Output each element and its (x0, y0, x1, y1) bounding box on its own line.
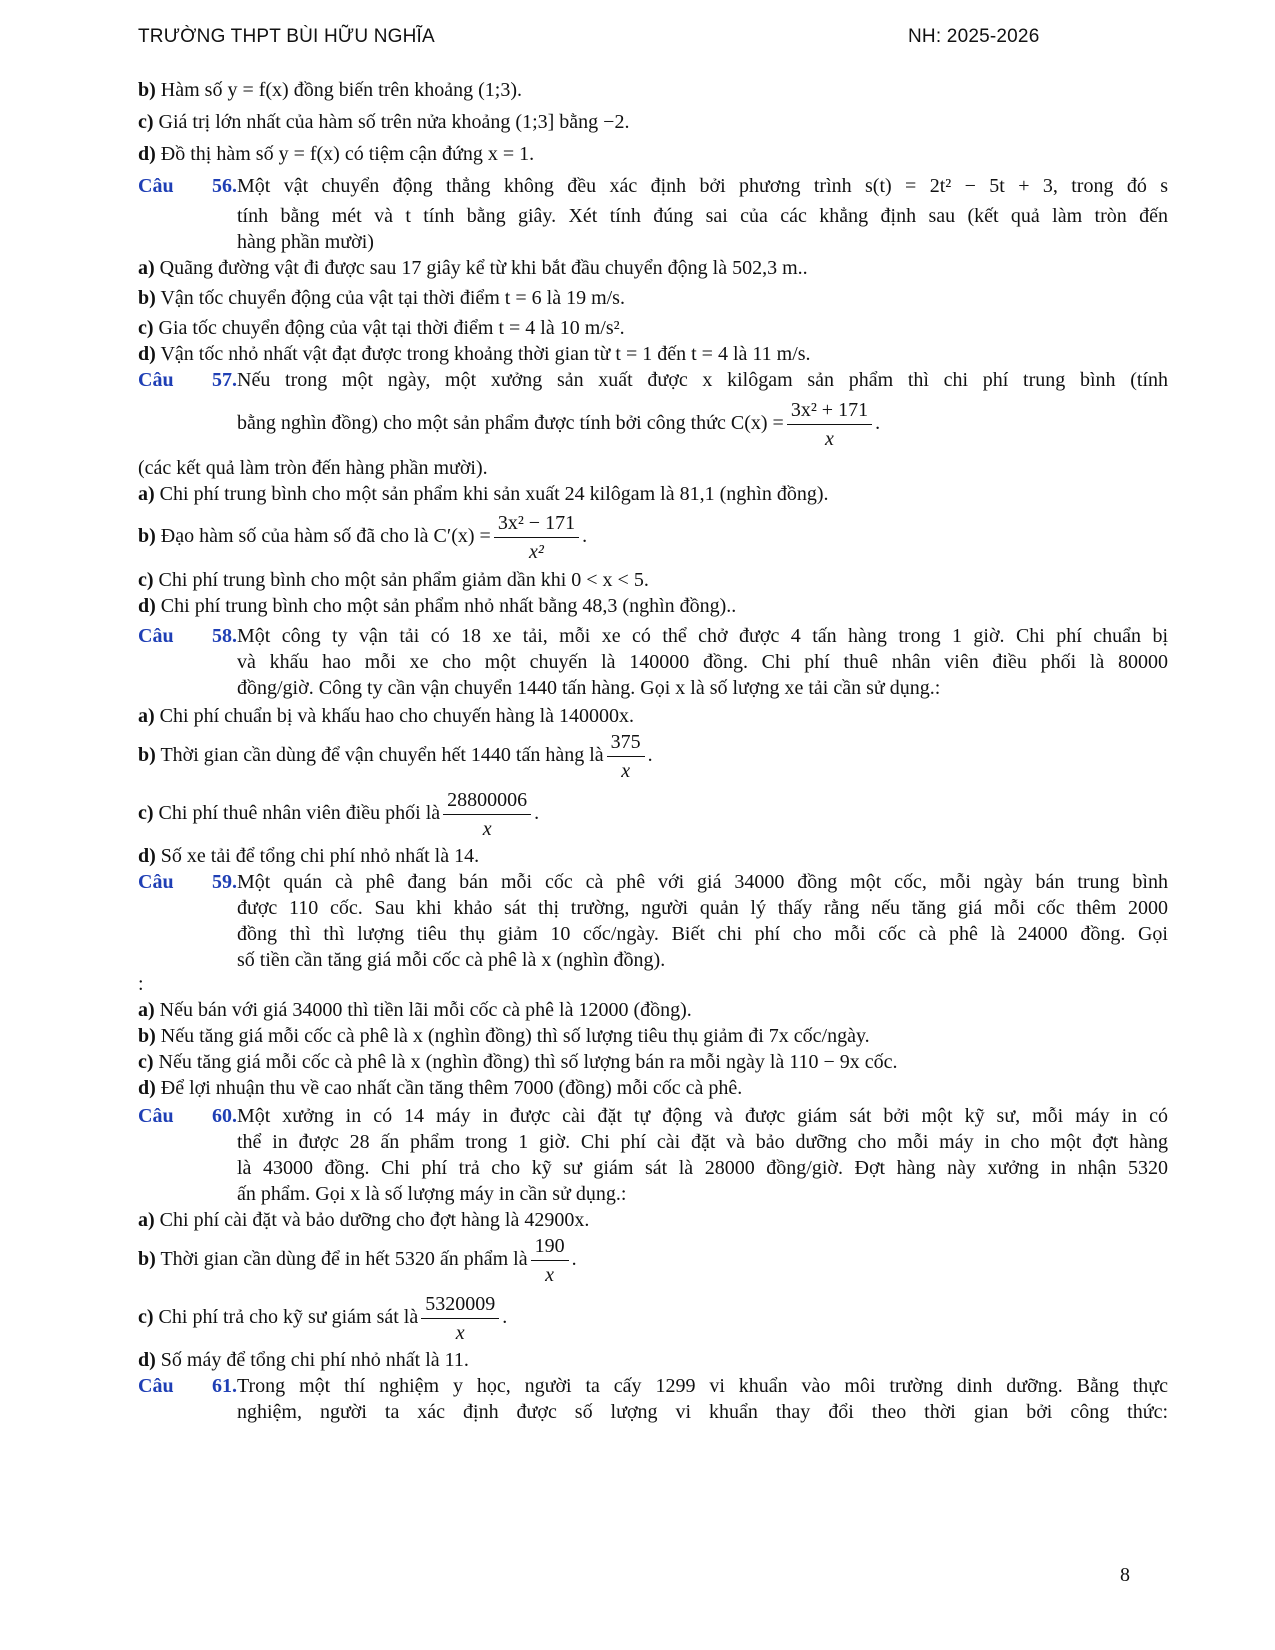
q59-stem-line3: đồng thì thì lượng tiêu thụ giảm 10 cốc/ngày. Biết chi phí cho mỗi cốc cà phê là 24000 đồng. Gọi (237, 923, 1168, 945)
q59-option-c: c) Nếu tăng giá mỗi cốc cà phê là x (nghìn đồng) thì số lượng bán ra mỗi ngày là 110 − 9x cốc. (138, 1051, 898, 1073)
q56-stem-line3: hàng phần mười) (237, 231, 374, 253)
q60-option-a: a) Chi phí cài đặt và bảo dưỡng cho đợt hàng là 42900x. (138, 1209, 590, 1231)
q58-stem-line1: Câu 58.Một công ty vận tải có 18 xe tải, mỗi xe có thể chở được 4 tấn hàng trong 1 giờ. Chi phí chuẩn bị (138, 625, 1168, 647)
q57-derivative-fraction: $\frac{\text{3x² − 171}}{\text{x²}}$ (494, 511, 579, 564)
q60-time-fraction: $\frac{190}{x}$ (531, 1234, 569, 1287)
q58-stem-line3: đồng/giờ. Công ty cần vận chuyển 1440 tấn hàng. Gọi x là số lượng xe tải cần sử dụng.: (237, 677, 941, 699)
q60-label: Câu 60. (138, 1105, 237, 1127)
page-number: 8 (1120, 1564, 1130, 1586)
q58-option-c: c) Chi phí thuê nhân viên điều phối là $\frac{28800006}{x}$ . (138, 789, 540, 840)
q60-option-c: c) Chi phí trả cho kỹ sư giám sát là $\frac{5320009}{x}$ . (138, 1293, 508, 1344)
q58-cost-fraction: $\frac{28800006}{x}$ (443, 788, 531, 841)
q61-stem-line2: nghiệm, người ta xác định được số lượng vi khuẩn thay đổi theo thời gian bởi công thức: (237, 1401, 1168, 1423)
q57-stem-line3: (các kết quả làm tròn đến hàng phần mười). (138, 457, 488, 479)
prev-option-b: b) Hàm số y = f(x) đồng biến trên khoảng (1;3). (138, 79, 522, 101)
q59-option-d: d) Để lợi nhuận thu về cao nhất cần tăng thêm 7000 (đồng) mỗi cốc cà phê. (138, 1077, 743, 1099)
q60-option-d: d) Số máy để tổng chi phí nhỏ nhất là 11. (138, 1349, 469, 1371)
q60-stem-line1: Câu 60.Một xưởng in có 14 máy in được cài đặt tự động và được giám sát bởi một kỹ sư, mỗi máy in có (138, 1105, 1168, 1127)
q58-time-fraction: $\frac{375}{x}$ (607, 730, 645, 783)
q60-stem-line2: thể in được 28 ấn phẩm trong 1 giờ. Chi phí cài đặt và bảo dưỡng cho mỗi máy in cho một đợt hàng (237, 1131, 1168, 1153)
q59-stem-line4: số tiền cần tăng giá mỗi cốc cà phê là x (nghìn đồng). (237, 949, 666, 971)
school-name: TRƯỜNG THPT BÙI HỮU NGHĨA (138, 26, 435, 47)
q59-colon: : (138, 973, 144, 995)
q56-option-c: c) Gia tốc chuyển động của vật tại thời điểm t = 4 là 10 m/s². (138, 317, 625, 339)
q58-option-b: b) Thời gian cần dùng để vận chuyển hết 1440 tấn hàng là $\frac{375}{x}$ . (138, 731, 653, 782)
q56-label: Câu 56. (138, 175, 237, 197)
q57-option-c: c) Chi phí trung bình cho một sản phẩm giảm dần khi 0 < x < 5. (138, 569, 649, 591)
q56-stem-line1: Câu 56.Một vật chuyển động thẳng không đều xác định bởi phương trình s(t) = 2t² − 5t + 3, trong đó s (138, 175, 1168, 197)
q57-label: Câu 57. (138, 369, 237, 391)
q57-cost-fraction: $\frac{\text{3x² + 171}}{x}$ (787, 398, 872, 451)
q58-stem-line2: và khấu hao mỗi xe cho một chuyến là 140000 đồng. Chi phí thuê nhân viên điều phối là 80000 (237, 651, 1168, 673)
q59-stem-line1: Câu 59.Một quán cà phê đang bán mỗi cốc cà phê với giá 34000 đồng một cốc, mỗi ngày bán trung bình (138, 871, 1168, 893)
q57-option-b: b) Đạo hàm số của hàm số đã cho là C′(x) = $\frac{\text{3x² − 171}}{\text{x²}}$ . (138, 512, 588, 563)
q59-label: Câu 59. (138, 871, 237, 893)
q60-option-b: b) Thời gian cần dùng để in hết 5320 ấn phẩm là $\frac{190}{x}$ . (138, 1235, 577, 1286)
prev-option-c: c) Giá trị lớn nhất của hàm số trên nửa khoảng (1;3] bằng −2. (138, 111, 630, 133)
q59-option-a: a) Nếu bán với giá 34000 thì tiền lãi mỗi cốc cà phê là 12000 (đồng). (138, 999, 692, 1021)
q59-stem-line2: được 110 cốc. Sau khi khảo sát thị trường, người quản lý thấy rằng nếu tăng giá mỗi cốc thêm 2000 (237, 897, 1168, 919)
q60-stem-line3: là 43000 đồng. Chi phí trả cho kỹ sư giám sát là 28000 đồng/giờ. Đợt hàng này xưởng in nhận 5320 (237, 1157, 1168, 1179)
q56-option-d: d) Vận tốc nhỏ nhất vật đạt được trong khoảng thời gian từ t = 1 đến t = 4 là 11 m/s. (138, 343, 811, 365)
q57-stem-line2: bằng nghìn đồng) cho một sản phẩm được tính bởi công thức C(x) = $\frac{\text{3x² + 171}}{x}$ . (237, 399, 881, 450)
q61-label: Câu 61. (138, 1375, 237, 1397)
q56-option-a: a) Quãng đường vật đi được sau 17 giây kể từ khi bắt đầu chuyển động là 502,3 m.. (138, 257, 808, 279)
q59-option-b: b) Nếu tăng giá mỗi cốc cà phê là x (nghìn đồng) thì số lượng tiêu thụ giảm đi 7x cốc/ngày. (138, 1025, 870, 1047)
school-year: NH: 2025-2026 (908, 26, 1040, 47)
prev-option-d: d) Đồ thị hàm số y = f(x) có tiệm cận đứng x = 1. (138, 143, 535, 165)
q60-cost-fraction: $\frac{5320009}{x}$ (421, 1292, 499, 1345)
q57-option-d: d) Chi phí trung bình cho một sản phẩm nhỏ nhất bằng 48,3 (nghìn đồng).. (138, 595, 737, 617)
q56-stem-line2: tính bằng mét và t tính bằng giây. Xét tính đúng sai của các khẳng định sau (kết quả làm tròn đến (237, 205, 1168, 227)
q58-label: Câu 58. (138, 625, 237, 647)
q57-stem-line1: Câu 57.Nếu trong một ngày, một xưởng sản xuất được x kilôgam sản phẩm thì chi phí trung bình (tính (138, 369, 1168, 391)
q58-option-d: d) Số xe tải để tổng chi phí nhỏ nhất là 14. (138, 845, 480, 867)
q56-option-b: b) Vận tốc chuyển động của vật tại thời điểm t = 6 là 19 m/s. (138, 287, 625, 309)
q57-option-a: a) Chi phí trung bình cho một sản phẩm khi sản xuất 24 kilôgam là 81,1 (nghìn đồng). (138, 483, 829, 505)
q60-stem-line4: ấn phẩm. Gọi x là số lượng máy in cần sử dụng.: (237, 1183, 627, 1205)
q61-stem-line1: Câu 61.Trong một thí nghiệm y học, người ta cấy 1299 vi khuẩn vào môi trường dinh dưỡng. Bằng thực (138, 1375, 1168, 1397)
q58-option-a: a) Chi phí chuẩn bị và khấu hao cho chuyến hàng là 140000x. (138, 705, 635, 727)
